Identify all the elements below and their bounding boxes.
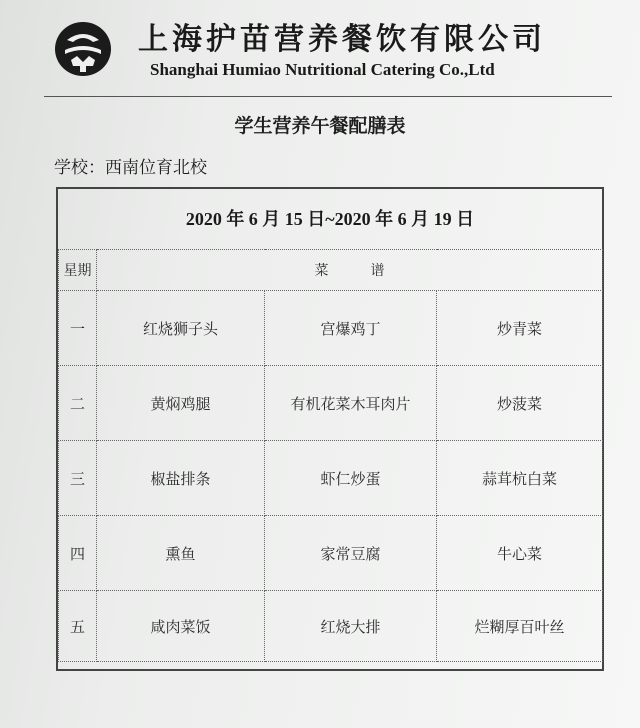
school-label: 学校：: [54, 158, 105, 178]
table-row: [59, 291, 603, 366]
day-cell: 四: [59, 516, 97, 591]
dish-cell: 虾仁炒蛋: [265, 441, 437, 516]
day-cell: 二: [59, 366, 97, 441]
school-line: [54, 153, 207, 178]
dish-cell: 炒菠菜: [437, 366, 603, 441]
letterhead: [0, 0, 640, 100]
day-cell: 一: [59, 291, 97, 366]
dish-cell: 咸肉菜饭: [97, 591, 265, 662]
day-cell: 三: [59, 441, 97, 516]
dish-cell: 红烧大排: [265, 591, 437, 662]
table-header-row: [59, 250, 603, 291]
dish-cell: 炒青菜: [437, 291, 603, 366]
document-title: 学生营养午餐配膳表: [234, 115, 406, 137]
table-row: [59, 366, 603, 441]
table-row: [59, 441, 603, 516]
dish-cell: 熏鱼: [97, 516, 265, 591]
dish-cell: 蒜茸杭白菜: [437, 441, 603, 516]
company-logo-icon: [53, 20, 113, 78]
company-name-chinese: 上海护苗营养餐饮有限公司: [138, 22, 546, 57]
school-name: 西南位育北校: [105, 158, 207, 178]
date-range: 2020 年 6 月 15 日~2020 年 6 月 19 日: [185, 209, 475, 229]
company-name-english: Shanghai Humiao Nutritional Catering Co.,Ltd: [150, 60, 495, 79]
dish-cell: 黄焖鸡腿: [97, 366, 265, 441]
dish-cell: 牛心菜: [437, 516, 603, 591]
dish-cell: 家常豆腐: [265, 516, 437, 591]
header-divider: [44, 96, 612, 97]
dish-cell: 烂糊厚百叶丝: [437, 591, 603, 662]
menu-table-frame: [56, 187, 604, 671]
dish-cell: 有机花菜木耳肉片: [265, 366, 437, 441]
dish-cell: 椒盐排条: [97, 441, 265, 516]
table-row: [59, 516, 603, 591]
dish-cell: 红烧狮子头: [97, 291, 265, 366]
dish-cell: 宫爆鸡丁: [265, 291, 437, 366]
menu-table: [58, 249, 603, 662]
day-cell: 五: [59, 591, 97, 662]
header-day: 星期: [59, 250, 97, 291]
table-row: [59, 591, 603, 662]
header-menu: 菜 谱: [97, 250, 603, 291]
